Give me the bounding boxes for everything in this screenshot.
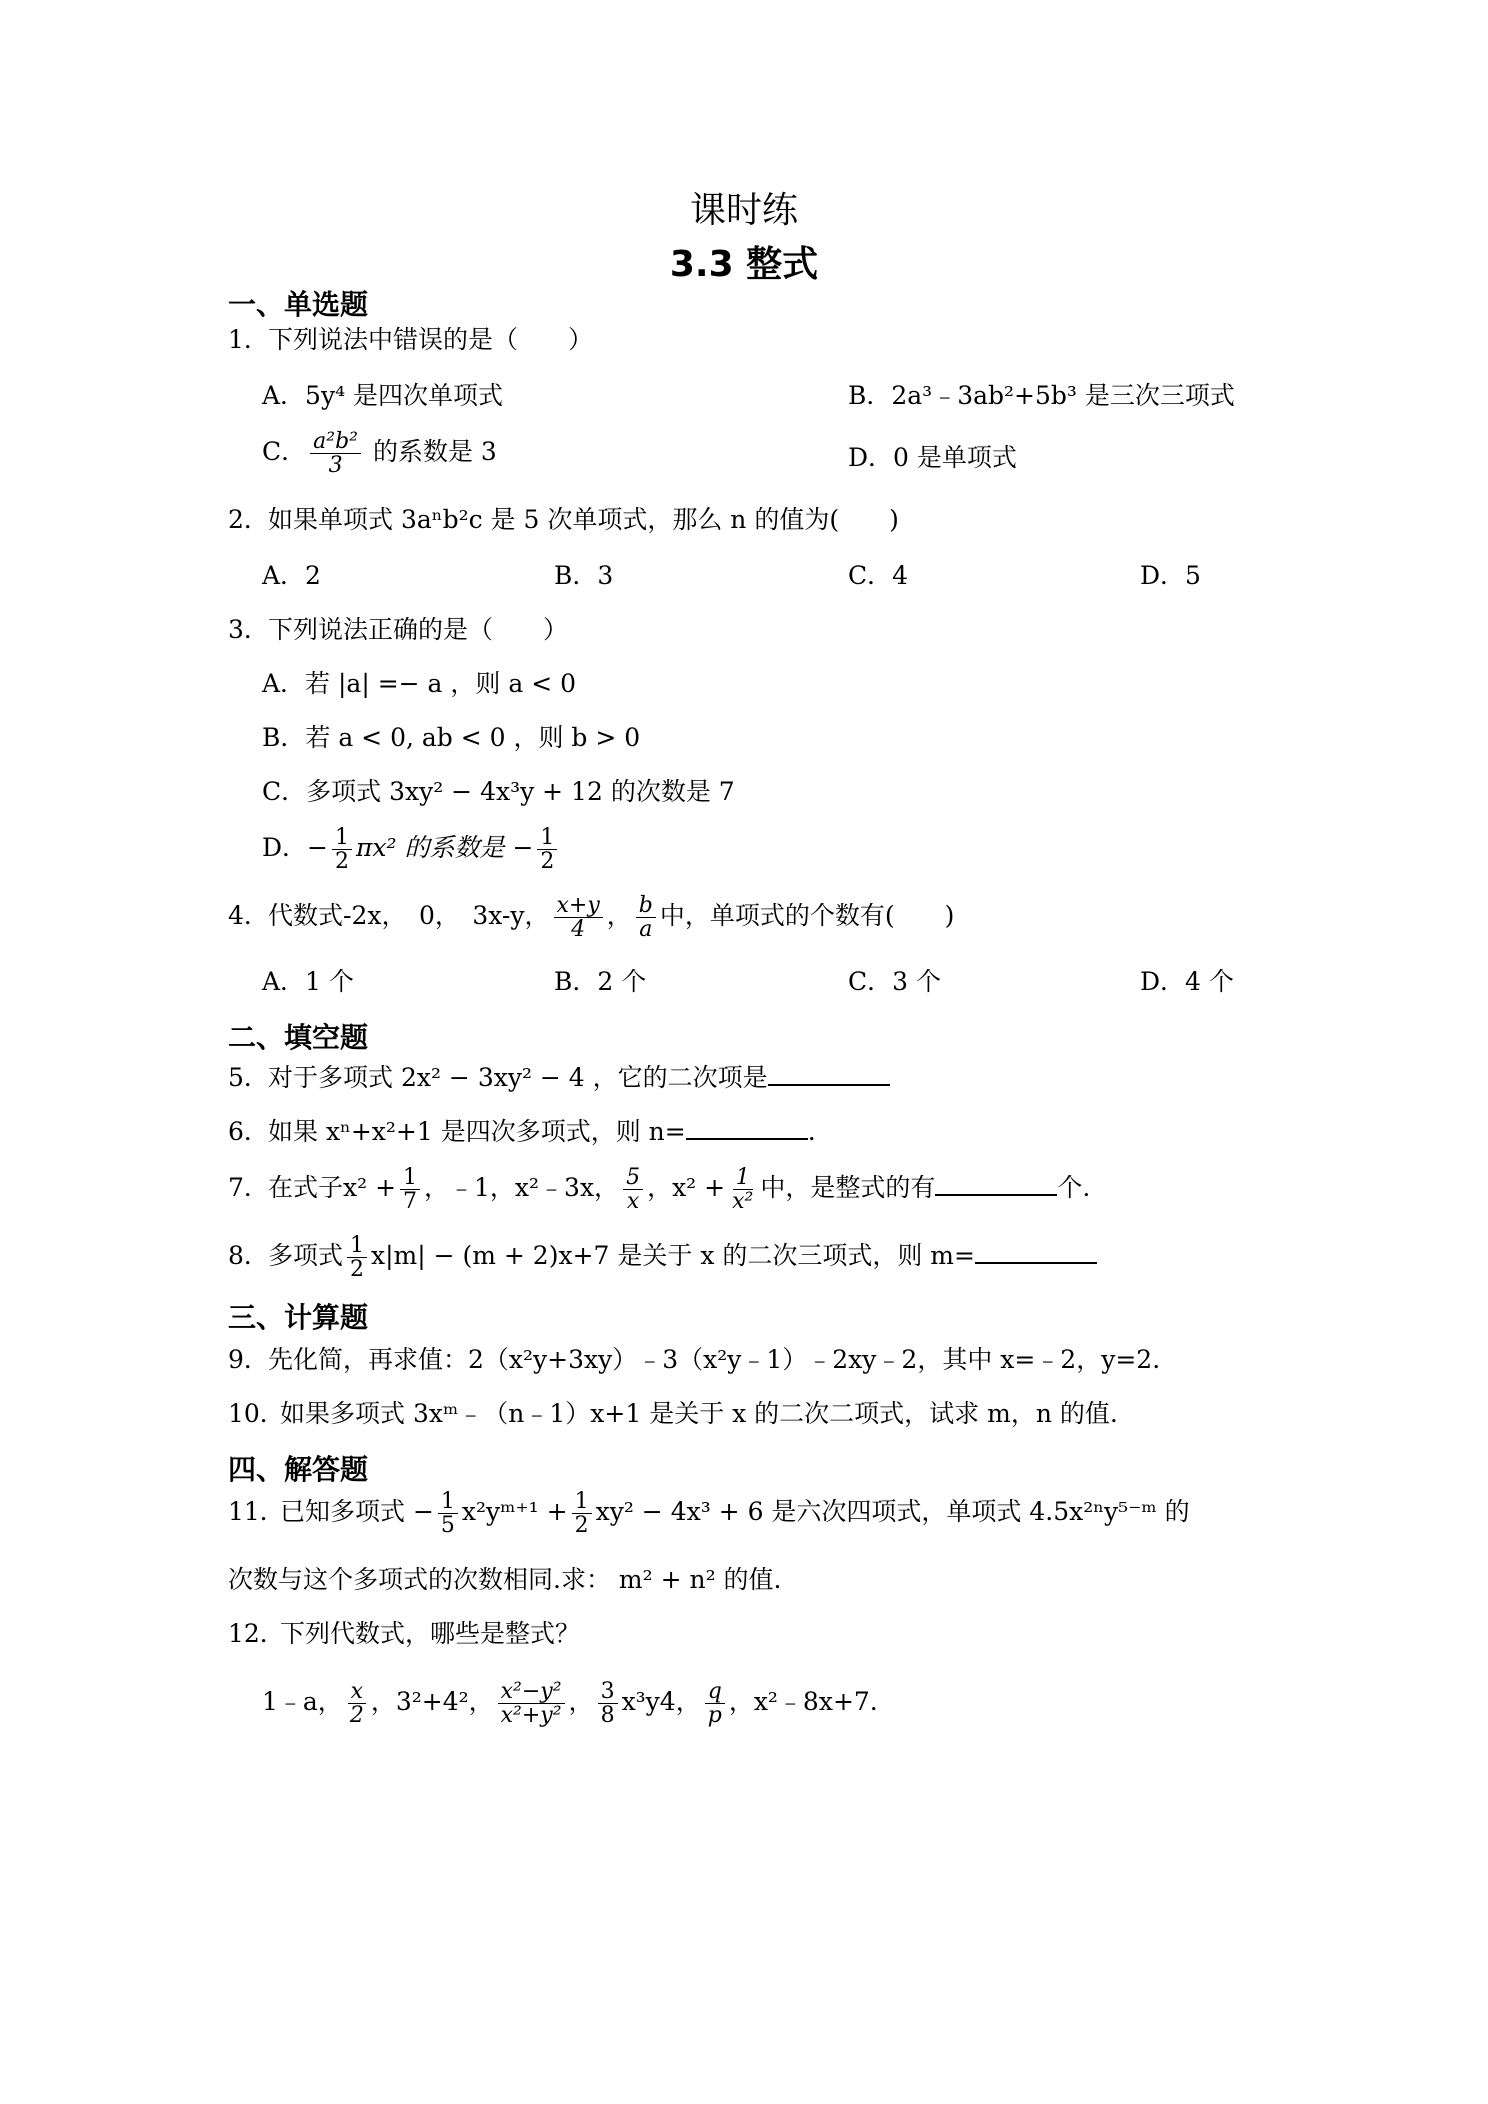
expression-text: ，3²+4²， (370, 1687, 494, 1717)
question-7 (228, 1166, 1090, 1213)
question-stem: 先化简，再求值：2（x²y+3xy）﹣3（x²y﹣1）﹣2xy﹣2，其中 x=﹣2，y=2. (268, 1345, 1161, 1374)
q3-option-c: C．多项式 3xy² − 4x³y + 12 的次数是 7 (262, 777, 735, 806)
question-11 (228, 1490, 1190, 1537)
question-stem: 下列说法中错误的是（ ） (268, 325, 594, 354)
fraction (332, 826, 352, 873)
question-number: 9． (228, 1345, 269, 1374)
question-6 (228, 1112, 816, 1148)
question-stem: 对于多项式 2x² − 3xy² − 4 ，它的二次项是 (268, 1063, 768, 1092)
denominator: a (639, 917, 653, 943)
q4-option-d: D．4 个 (1140, 967, 1234, 996)
question-5 (228, 1058, 890, 1094)
question-12 (228, 1614, 580, 1650)
numerator: 3 (598, 1680, 618, 1704)
denominator: x²+y² (500, 1703, 562, 1729)
denominator: 5 (440, 1513, 455, 1539)
option-label: D．− (262, 833, 328, 863)
fraction (598, 1680, 618, 1727)
section-heading-1: 一、单选题 (228, 288, 369, 321)
question-number: 3． (228, 615, 269, 644)
expression-text: 1﹣a， (262, 1687, 343, 1717)
denominator: x (626, 1189, 640, 1215)
numerator: x²−y² (498, 1680, 565, 1704)
denominator: 2 (574, 1513, 589, 1539)
fraction (623, 1166, 643, 1213)
question-stem: 如果多项式 3xᵐ﹣（n﹣1）x+1 是关于 x 的二次二项式，试求 m，n 的值. (280, 1399, 1118, 1428)
numerator: b (636, 894, 656, 918)
question-text: x|m| − (m + 2)x+7 是关于 x 的二次三项式，则 m= (371, 1241, 975, 1271)
numerator: x+y (554, 894, 603, 918)
question-stem: 下列代数式，哪些是整式？ (280, 1619, 581, 1648)
q2-option-b: B．3 (554, 561, 614, 590)
q3-option-b: B．若 a < 0, ab < 0 ，则 b > 0 (262, 723, 641, 752)
numerator: 5 (623, 1166, 643, 1190)
denominator: 8 (600, 1703, 615, 1729)
q3-option-a: A．若 |a| =− a ，则 a < 0 (262, 669, 576, 698)
q2-option-a: A．2 (262, 561, 321, 590)
q3-option-d (262, 826, 561, 873)
question-text: xy² − 4x³ + 6 是六次四项式，单项式 4.5x²ⁿy⁵⁻ᵐ 的 (595, 1497, 1190, 1527)
question-stem: 如果 xⁿ+x²+1 是四次多项式，则 n= (268, 1117, 686, 1146)
denominator: 3 (328, 453, 343, 479)
question-stem: 如果单项式 3aⁿb²c 是 5 次单项式，那么 n 的值为( ) (268, 505, 899, 534)
denominator: p (707, 1703, 722, 1729)
fraction (498, 1680, 565, 1727)
question-2 (228, 500, 899, 536)
q2-option-c: C．4 (848, 561, 909, 590)
numerator: x (348, 1680, 366, 1704)
question-stem: 下列说法正确的是（ ） (268, 615, 569, 644)
question-number: 5． (228, 1063, 269, 1092)
numerator: 1 (438, 1490, 458, 1514)
question-text: x²yᵐ⁺¹ + (461, 1497, 568, 1527)
fraction (310, 430, 361, 477)
denominator: 2 (349, 1703, 364, 1729)
q1-option-d: D．0 是单项式 (848, 443, 1017, 472)
question-stem: 多项式 (268, 1241, 344, 1271)
question-8 (228, 1234, 1097, 1281)
denominator: 7 (403, 1189, 418, 1215)
question-stem: 代数式-2x， 0， 3x-y， (268, 901, 550, 931)
answer-blank[interactable] (935, 1172, 1057, 1196)
question-number: 7． (228, 1173, 269, 1203)
fraction (537, 826, 557, 873)
numerator: 1 (572, 1490, 592, 1514)
denominator: x² (732, 1189, 754, 1215)
section-heading-4: 四、解答题 (228, 1453, 369, 1486)
question-3 (228, 610, 568, 646)
numerator: 1 (400, 1166, 420, 1190)
numerator: 1 (347, 1234, 367, 1258)
q4-option-b: B．2 个 (554, 967, 647, 996)
numerator: a²b² (310, 430, 361, 454)
q1-option-c (262, 430, 497, 477)
question-number: 1． (228, 325, 269, 354)
question-11-line-2: 次数与这个多项式的次数相同.求： m² + n² 的值. (228, 1565, 782, 1594)
fraction (572, 1490, 592, 1537)
q2-option-d: D．5 (1140, 561, 1201, 590)
denominator: 4 (571, 917, 586, 943)
question-4 (228, 894, 954, 941)
question-number: 12． (228, 1619, 285, 1648)
question-end: . (807, 1117, 816, 1146)
question-9 (228, 1340, 1160, 1376)
page-title: 课时练 (689, 190, 798, 231)
question-text: ，x² + (647, 1173, 726, 1203)
q1-option-b: B．2a³﹣3ab²+5b³ 是三次三项式 (848, 381, 1235, 410)
question-number: 4． (228, 901, 269, 931)
q12-expressions (262, 1680, 878, 1727)
denominator: 2 (350, 1257, 365, 1283)
question-text: 中，是整式的有 (760, 1173, 936, 1203)
denominator: 2 (540, 849, 555, 875)
fraction (705, 1680, 725, 1727)
expression-text: x³y4， (621, 1687, 701, 1717)
numerator: 1 (537, 826, 557, 850)
section-heading-2: 二、填空题 (228, 1021, 369, 1054)
expression-text: ， (568, 1687, 594, 1717)
separator: ， (606, 901, 632, 931)
option-label: C． (262, 437, 307, 467)
option-text: πx² 的系数是 − (356, 833, 534, 863)
question-1 (228, 320, 593, 356)
option-text: 的系数是 3 (372, 437, 497, 467)
answer-blank[interactable] (686, 1116, 808, 1140)
question-stem: 已知多项式 − (280, 1497, 434, 1527)
fraction (438, 1490, 458, 1537)
question-number: 2． (228, 505, 269, 534)
question-10 (228, 1394, 1118, 1430)
answer-blank[interactable] (975, 1240, 1097, 1264)
answer-blank[interactable] (768, 1062, 890, 1086)
fraction (554, 894, 603, 941)
denominator: 2 (335, 849, 349, 875)
page-subtitle: 3.3 整式 (669, 244, 819, 285)
question-end: 个. (1057, 1173, 1091, 1203)
question-number: 10． (228, 1399, 285, 1428)
question-number: 6． (228, 1117, 269, 1146)
fraction (636, 894, 656, 941)
q4-option-c: C．3 个 (848, 967, 941, 996)
fraction (400, 1166, 420, 1213)
numerator: 1 (332, 826, 352, 850)
question-number: 11． (228, 1497, 285, 1527)
q4-option-a: A．1 个 (262, 967, 354, 996)
fraction (729, 1166, 756, 1213)
question-number: 8． (228, 1241, 269, 1271)
numerator: q (705, 1680, 725, 1704)
q1-option-a: A．5y⁴ 是四次单项式 (262, 381, 504, 410)
numerator: 1 (733, 1166, 753, 1190)
fraction (347, 1680, 367, 1727)
question-stem-end: 中，单项式的个数有( ) (659, 901, 955, 931)
question-text: ，﹣1，x²﹣3x， (424, 1173, 620, 1203)
section-heading-3: 三、计算题 (228, 1301, 369, 1334)
question-stem: 在式子x² + (268, 1173, 397, 1203)
expression-text: ，x²﹣8x+7. (728, 1687, 878, 1717)
fraction (347, 1234, 367, 1281)
